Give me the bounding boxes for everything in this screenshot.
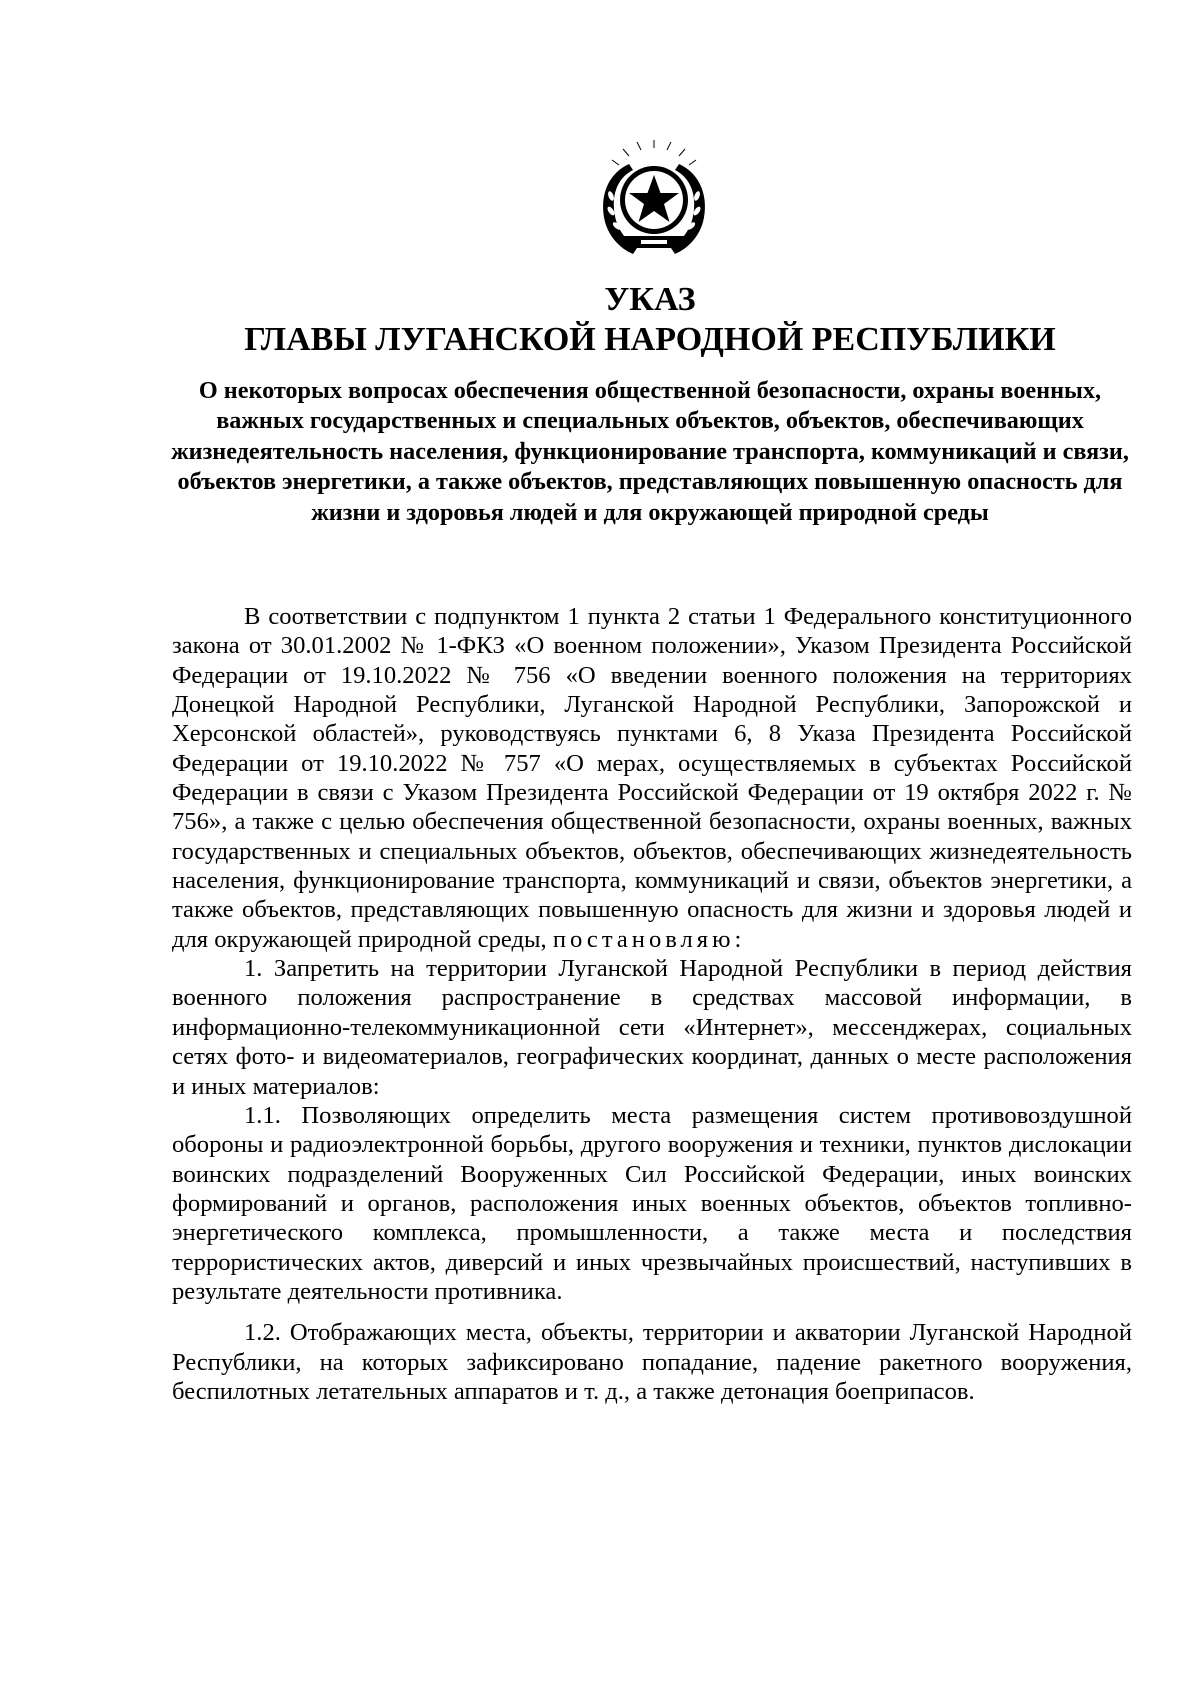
document-authority: ГЛАВЫ ЛУГАНСКОЙ НАРОДНОЙ РЕСПУБЛИКИ — [244, 321, 1056, 358]
preamble-text: В соответствии с подпунктом 1 пункта 2 статьи 1 Федерального конституционного закона от 30.01.2002 № 1-ФКЗ «О военном положении», Указом Президента Российской Федерации от 19.10.2022 № 756 «О введении военного положения на территориях Донецкой Народной Республики, Луганской Народной Республики, Запорожской и Херсонской областей», руководствуясь пунктами 6, 8 Указа Президента Российской Федерации от 19.10.2022 № 757 «О мерах, осуществляемых в субъектах Российской Федерации в связи с Указом Президента Российской Федерации от 19 октября 2022 г. № 756», а также с целью обеспечения общественной безопасности, охраны военных, важных государственных и специальных объектов, объектов, обеспечивающих жизнедеятельность населения, функционирование транспорта, коммуникаций и связи, объектов энергетики, а также объектов, представляющих повышенную опасность для жизни и здоровья людей и для окружающей природной среды, — [172, 603, 1132, 953]
coat-of-arms-icon — [589, 136, 719, 266]
title-block — [170, 280, 1130, 360]
decree-word: постановляю: — [552, 925, 746, 953]
item-1-1: 1.1. Позволяющих определить места размещения систем противовоздушной обороны и радиоэлектронной борьбы, другого вооружения и техники, пунктов дислокации воинских подразделений Вооруженных Сил Российской Федерации, иных воинских формирований и органов, расположения иных военных объектов, объектов топливно-энергетического комплекса, промышленности, а также места и последствия террористических актов, диверсий и иных чрезвычайных происшествий, наступивших в результате деятельности противника. — [172, 1101, 1132, 1305]
document-subject: О некоторых вопросах обеспечения общественной безопасности, охраны военных, важных государственных и специальных объектов, объектов, обеспечивающих жизнедеятельность населения, функционирование транспорта, коммуникаций и связи, объектов энергетики, а также объектов, представляющих повышенную опасность для жизни и здоровья людей и для окружающей природной среды — [171, 377, 1129, 526]
item-1: 1. Запретить на территории Луганской Народной Республики в период действия военного положения распространение в средствах массовой информации, в информационно-телекоммуникационной сети «Интернет», мессенджерах, социальных сетях фото- и видеоматериалов, географических координат, данных о месте расположения и иных материалов: — [172, 955, 1132, 1100]
item-1-2: 1.2. Отображающих места, объекты, территории и акватории Луганской Народной Республики, на которых зафиксировано попадание, падение ракетного вооружения, беспилотных летательных аппаратов и т. д., а также детонация боеприпасов. — [172, 1319, 1132, 1405]
preamble-paragraph — [172, 602, 1132, 954]
document-title: УКАЗ — [604, 281, 696, 318]
document-body — [172, 602, 1132, 1406]
